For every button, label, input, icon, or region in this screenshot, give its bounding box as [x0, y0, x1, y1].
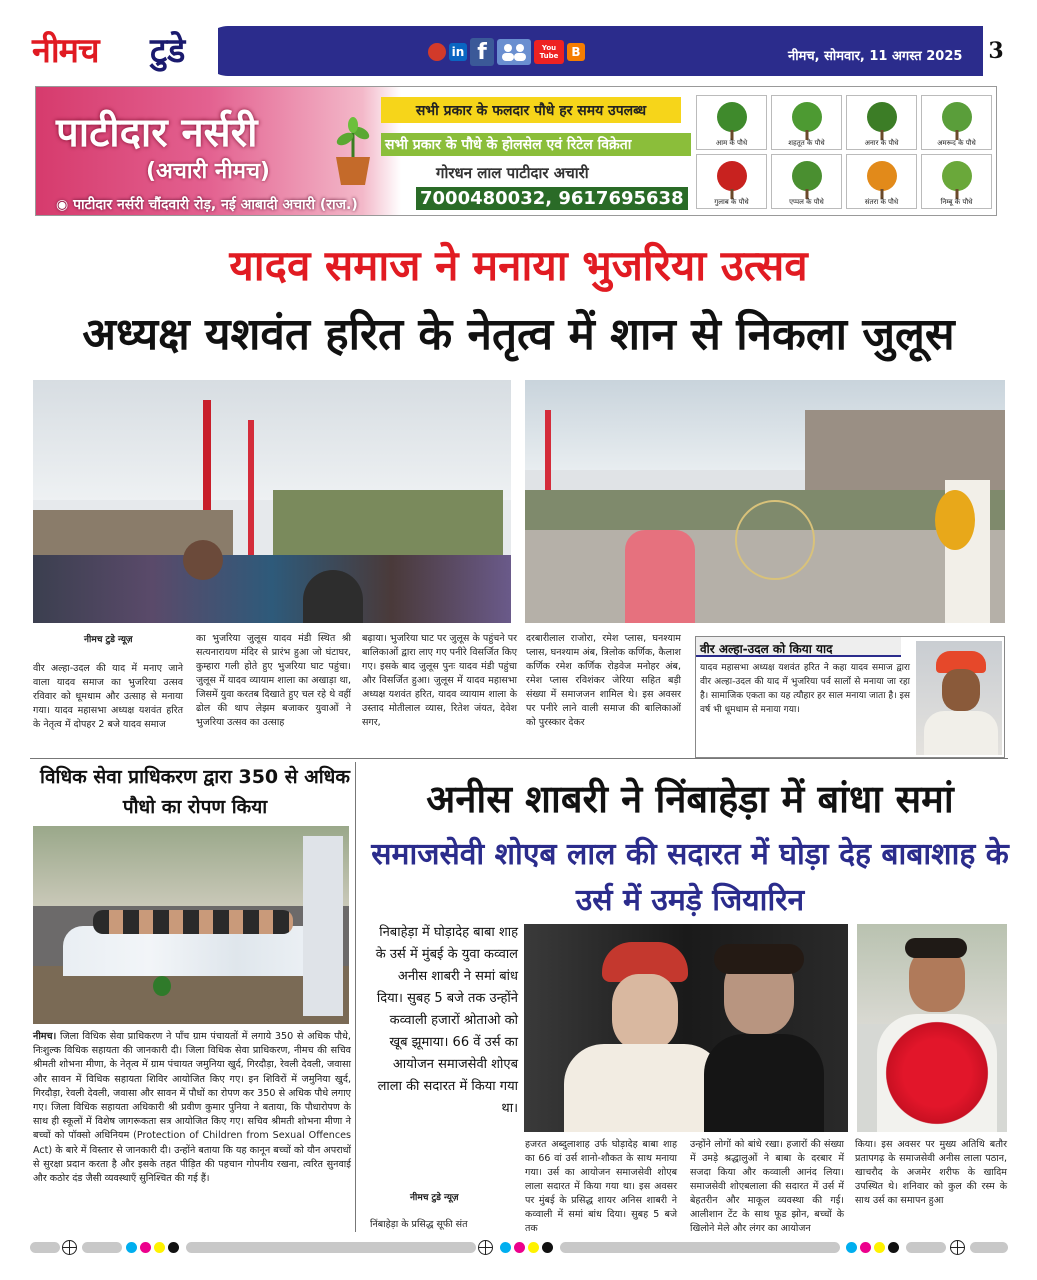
story3-subheadline: समाजसेवी शोएब लाल की सदारत में घोड़ा देह बाबाशाह के उर्स में उमड़े जियारिन: [371, 837, 1009, 918]
ad-business-sub: (अचारी नीमच): [146, 159, 270, 184]
story1-column-4: दरबारीलाल राजोरा, रमेश प्लास, घनश्याम प्लास, घनश्याम अंब, त्रिलोक कर्णिक, कैलाश कर्णिक रमेश कर्णिक रोड़वेज मनोहर अंब, रमेश प्लास रविशंकर जेरिया सहित बड़ी संख्या में समाजजन शामिल थे। इस अवसर पर पनीरे लाने वाली समाज की बालिकाओं को पुरस्कार देकर: [526, 633, 681, 728]
story3-column-1: हजरत अब्दुलाशाह उर्फ घोड़ादेह बाबा शाह का 66 वां उर्स शानो-शौकत के साथ मनाया गया। उर्स का आयोजन समाजसेवी शोएब लाला सदारत में किया गया था। इस अवसर पर मुंबई के प्रसिद्ध शायर अनिस शाबरी ने कव्वाली में समां बांध दिया। सुबह 5 बजे तक: [525, 1139, 677, 1234]
logo-part2: टुडे: [150, 31, 186, 71]
qawwal-photo: [524, 924, 848, 1132]
plant-tile: [921, 95, 992, 150]
linkedin-icon[interactable]: in: [449, 43, 467, 61]
registration-mark-icon: [62, 1240, 77, 1255]
story1-byline: नीमच टुडे न्यूज़: [84, 635, 133, 645]
story1-subheadline: अध्यक्ष यशवंत हरित के नेतृत्व में शान से निकला जुलूस: [82, 309, 955, 360]
story3-column-2: उन्होंने लोगों को बांधे रखा। हजारों की संख्या में उमड़े श्रद्धालुओं ने बाबा के दरबार में सजदा किया और कव्वाली आनंद लिया। समाजसेवी शोएबलाला की सदारत में उर्स में बेहतरीन और माकूल व्यवस्था की गई। आलीशान टेंट के साथ फूड झोन, बच्चों के खिलोने मेले और लंगर का आयोजन: [690, 1139, 844, 1234]
plant-tile: [846, 95, 917, 150]
story1-column-2: का भुजरिया जुलूस यादव मंडी स्थित श्री सत्यनारायण मंदिर से प्रारंभ हुआ जो घंटाघर, कुम्हारा गली होते हुए भुजरिया घाट पहुंचा। जुलूस में यादव व्यायाम शाला का अखाड़ा था, जिसमें युवा करतब दिखाते हुए चल रहे थे वहीं ढोल की थाप लेझम बजाकर युवाओं ने भुजरिया उत्सव का उत्साह: [196, 633, 351, 728]
plant-tile: [696, 154, 767, 209]
plant-label: निम्बू के पौधे: [940, 198, 973, 206]
ad-wholesale-line: सभी प्रकार के पौधे के होलसेल एवं रिटेल विक्रेता: [381, 133, 691, 156]
nursery-advertisement[interactable]: [35, 86, 997, 216]
logo-part1: नीमच: [32, 31, 99, 71]
plant-label: आम के पौधे: [715, 139, 748, 147]
registration-mark-icon: [950, 1240, 965, 1255]
tree-icon: [792, 102, 822, 132]
procession-photo-left: [33, 380, 511, 623]
plant-label: शहतूत के पौधे: [788, 139, 825, 147]
sidebar-box: [695, 636, 1005, 758]
story2-place: नीमच।: [33, 1031, 57, 1042]
plant-tile: [696, 95, 767, 150]
plant-label: गुलाब के पौधे: [714, 198, 749, 206]
ad-business-name: पाटीदार नर्सरी: [56, 110, 258, 156]
youtube-icon[interactable]: You Tube: [534, 40, 564, 64]
plant-tile: [921, 154, 992, 209]
newspaper-logo[interactable]: [28, 20, 218, 80]
tree-icon: [867, 161, 897, 191]
tree-icon: [867, 102, 897, 132]
plant-label: अनार के पौधे: [864, 139, 899, 147]
plant-tile: [771, 154, 842, 209]
facebook-icon[interactable]: f: [470, 38, 494, 66]
registration-mark-icon: [478, 1240, 493, 1255]
tree-icon: [942, 102, 972, 132]
story2-body-text: जिला विधिक सेवा प्राधिकरण ने पाँच ग्राम पंचायतों में लगाये 350 से अधिक पौधे, निःशुल्क विधिक सहायता की जानकारी दी। जिला विधिक सेवा प्राधिकरण, नीमच की सचिव श्रीमती शोभना मीणा, के नेतृत्व में ग्राम पंचायत जमुनिया खुर्द, गिरदौड़ा, रेवली देवली, जवासा और सावन में विधिक सहायता शिविर आयोजित किए गए। इन शिविरों में जमुनिया खुर्द, गिरदौड़ा, रेवली देवली, जवासा और सावन में पौधों का रोपण कर 350 से अधिक पौधे लगाए गए। जिला विधिक सहायता अधिकारी श्री प्रवीण कुमार पुनिया ने बताया, कि पौधारोपण के साथ ही स्कूलों में विशेष जागरूकता सत्र आयोजित किए गए। सचिव श्रीमती शोभना मीणा ने बच्चों को पॉक्सो अधिनियम (Protection of Children from Sexual Offences Act) के बारे में विस्तार से जानकारी दी। उन्होंने बताया कि यह कानून बच्चों को यौन अपराधों से सुरक्षा प्रदान करता है और इसके तहत पीड़ित की पहचान गोपनीय रखना, त्वरित सुनवाई और कठोर दंड जैसी व्यवस्थाएँ सुनिश्चित की गई हैं।: [33, 1031, 351, 1185]
potted-plant-icon: [328, 117, 378, 187]
sidebar-portrait: [916, 641, 1002, 755]
tree-icon: [717, 161, 747, 191]
story1-headline[interactable]: यादव समाज ने मनाया भुजरिया उत्सव: [229, 241, 808, 290]
story3-byline: नीमच टुडे न्यूज़: [410, 1193, 459, 1203]
tree-icon: [717, 102, 747, 132]
sidebar-text: यादव महासभा अध्यक्ष यशवंत हरित ने कहा यादव समाज द्वारा वीर अल्हा-उदल की याद में भुजरिया पर्व सालों से मनाया जा रहा है। सामाजिक एकता का यह त्यौहार हर साल मनाया जाता है। इस वर्ष भी धूमधाम से मनाया गया।: [700, 663, 910, 715]
print-registration-strip: [30, 1240, 1008, 1256]
story2-body: [33, 1030, 351, 1186]
sidebar-title: वीर अल्हा-उदल को किया याद: [696, 637, 901, 657]
plant-label: संतरा के पौधे: [864, 198, 899, 206]
story1-column-1: वीर अल्हा-उदल की याद में मनाए जाने वाला यादव समाज का भुजरिया उत्सव रविवार को धूमधाम और उत्साह से मनाया गया। यादव महासभा अध्यक्ष यशवंत हरित के नेतृत्व में दोपहर 2 बजे यादव समाज: [33, 663, 183, 730]
story2-headline[interactable]: विधिक सेवा प्राधिकरण द्वारा 350 से अधिक पौधो का रोपण किया: [40, 766, 350, 818]
guest-photo: [857, 924, 1007, 1132]
procession-photo-right: [525, 380, 1005, 623]
social-icons: [428, 37, 598, 67]
ad-address-text: पाटीदार नर्सरी चौंदवारी रोड़, नई आबादी अचारी (राज.): [73, 197, 358, 213]
story1-column-3: बढ़ाया। भुजरिया घाट पर जुलूस के पहुंचने पर बालिकाओं द्वारा लाए गए पनीरे विसर्जित किए गए। इसके बाद जुलूस पुनः यादव मंडी पहुंचा और विसर्जित हुआ। जुलूस में यादव महासभा अध्यक्ष यशवंत हरित, यादव व्यायाम शाला के उस्ताद मोतीलाल व्यास, रितेश जंयत, देवेश सगर,: [362, 633, 517, 728]
plant-label: एप्पल के पौधे: [789, 198, 824, 206]
people-icon[interactable]: [497, 39, 531, 65]
blogger-icon[interactable]: B: [567, 43, 585, 61]
ad-plant-grid: [696, 95, 992, 209]
plant-tile: [771, 95, 842, 150]
ad-owner-name: गोरधन लाल पाटीदार अचारी: [436, 164, 589, 182]
ad-tagline: सभी प्रकार के फलदार पौधे हर समय उपलब्ध: [381, 97, 681, 123]
story3-column-3: किया। इस अवसर पर मुख्य अतिथि बतौर प्रतापगढ़ के समाजसेवी अनीस लाला पठान, खाचरौद के अजमेर शरीफ के खादिम उपस्थित थे। शनिवार को कुल की रस्म के साथ उर्स का समापन हुआ: [855, 1139, 1007, 1206]
page-number: 3: [983, 26, 1009, 76]
plant-tile: [846, 154, 917, 209]
google-plus-icon[interactable]: [428, 43, 446, 61]
plant-label: अमरूद के पौधे: [937, 139, 976, 147]
issue-date: नीमच, सोमवार, 11 अगस्त 2025: [788, 49, 963, 64]
story3-lead: निबाहेड़ा में घोड़ादेह बाबा शाह के उर्स में मुंबई के युवा कव्वाल अनीस शाबरी ने समां बांध दिया। सुबह 5 बजे तक उन्होंने कव्वाली हजारों श्रोताओ को खूब झूमाया। 66 वें उर्स का आयोजन समाजसेवी शोएब लाला की सदारत में किया गया था।: [375, 925, 518, 1116]
ad-phone-numbers[interactable]: 7000480032, 9617695638: [416, 187, 688, 210]
section-divider: [30, 758, 1008, 759]
story3-headline[interactable]: अनीस शाबरी ने निंबाहेड़ा में बांधा समां: [426, 777, 954, 821]
column-divider: [355, 762, 356, 1232]
ad-address: [56, 195, 358, 214]
story3-lead-end: निंबाहेड़ा के प्रसिद्ध सूफी संत: [370, 1219, 468, 1230]
tree-icon: [792, 161, 822, 191]
location-pin-icon: ◉: [56, 197, 74, 213]
masthead: [28, 20, 1008, 80]
plantation-photo: [33, 826, 349, 1024]
tree-icon: [942, 161, 972, 191]
